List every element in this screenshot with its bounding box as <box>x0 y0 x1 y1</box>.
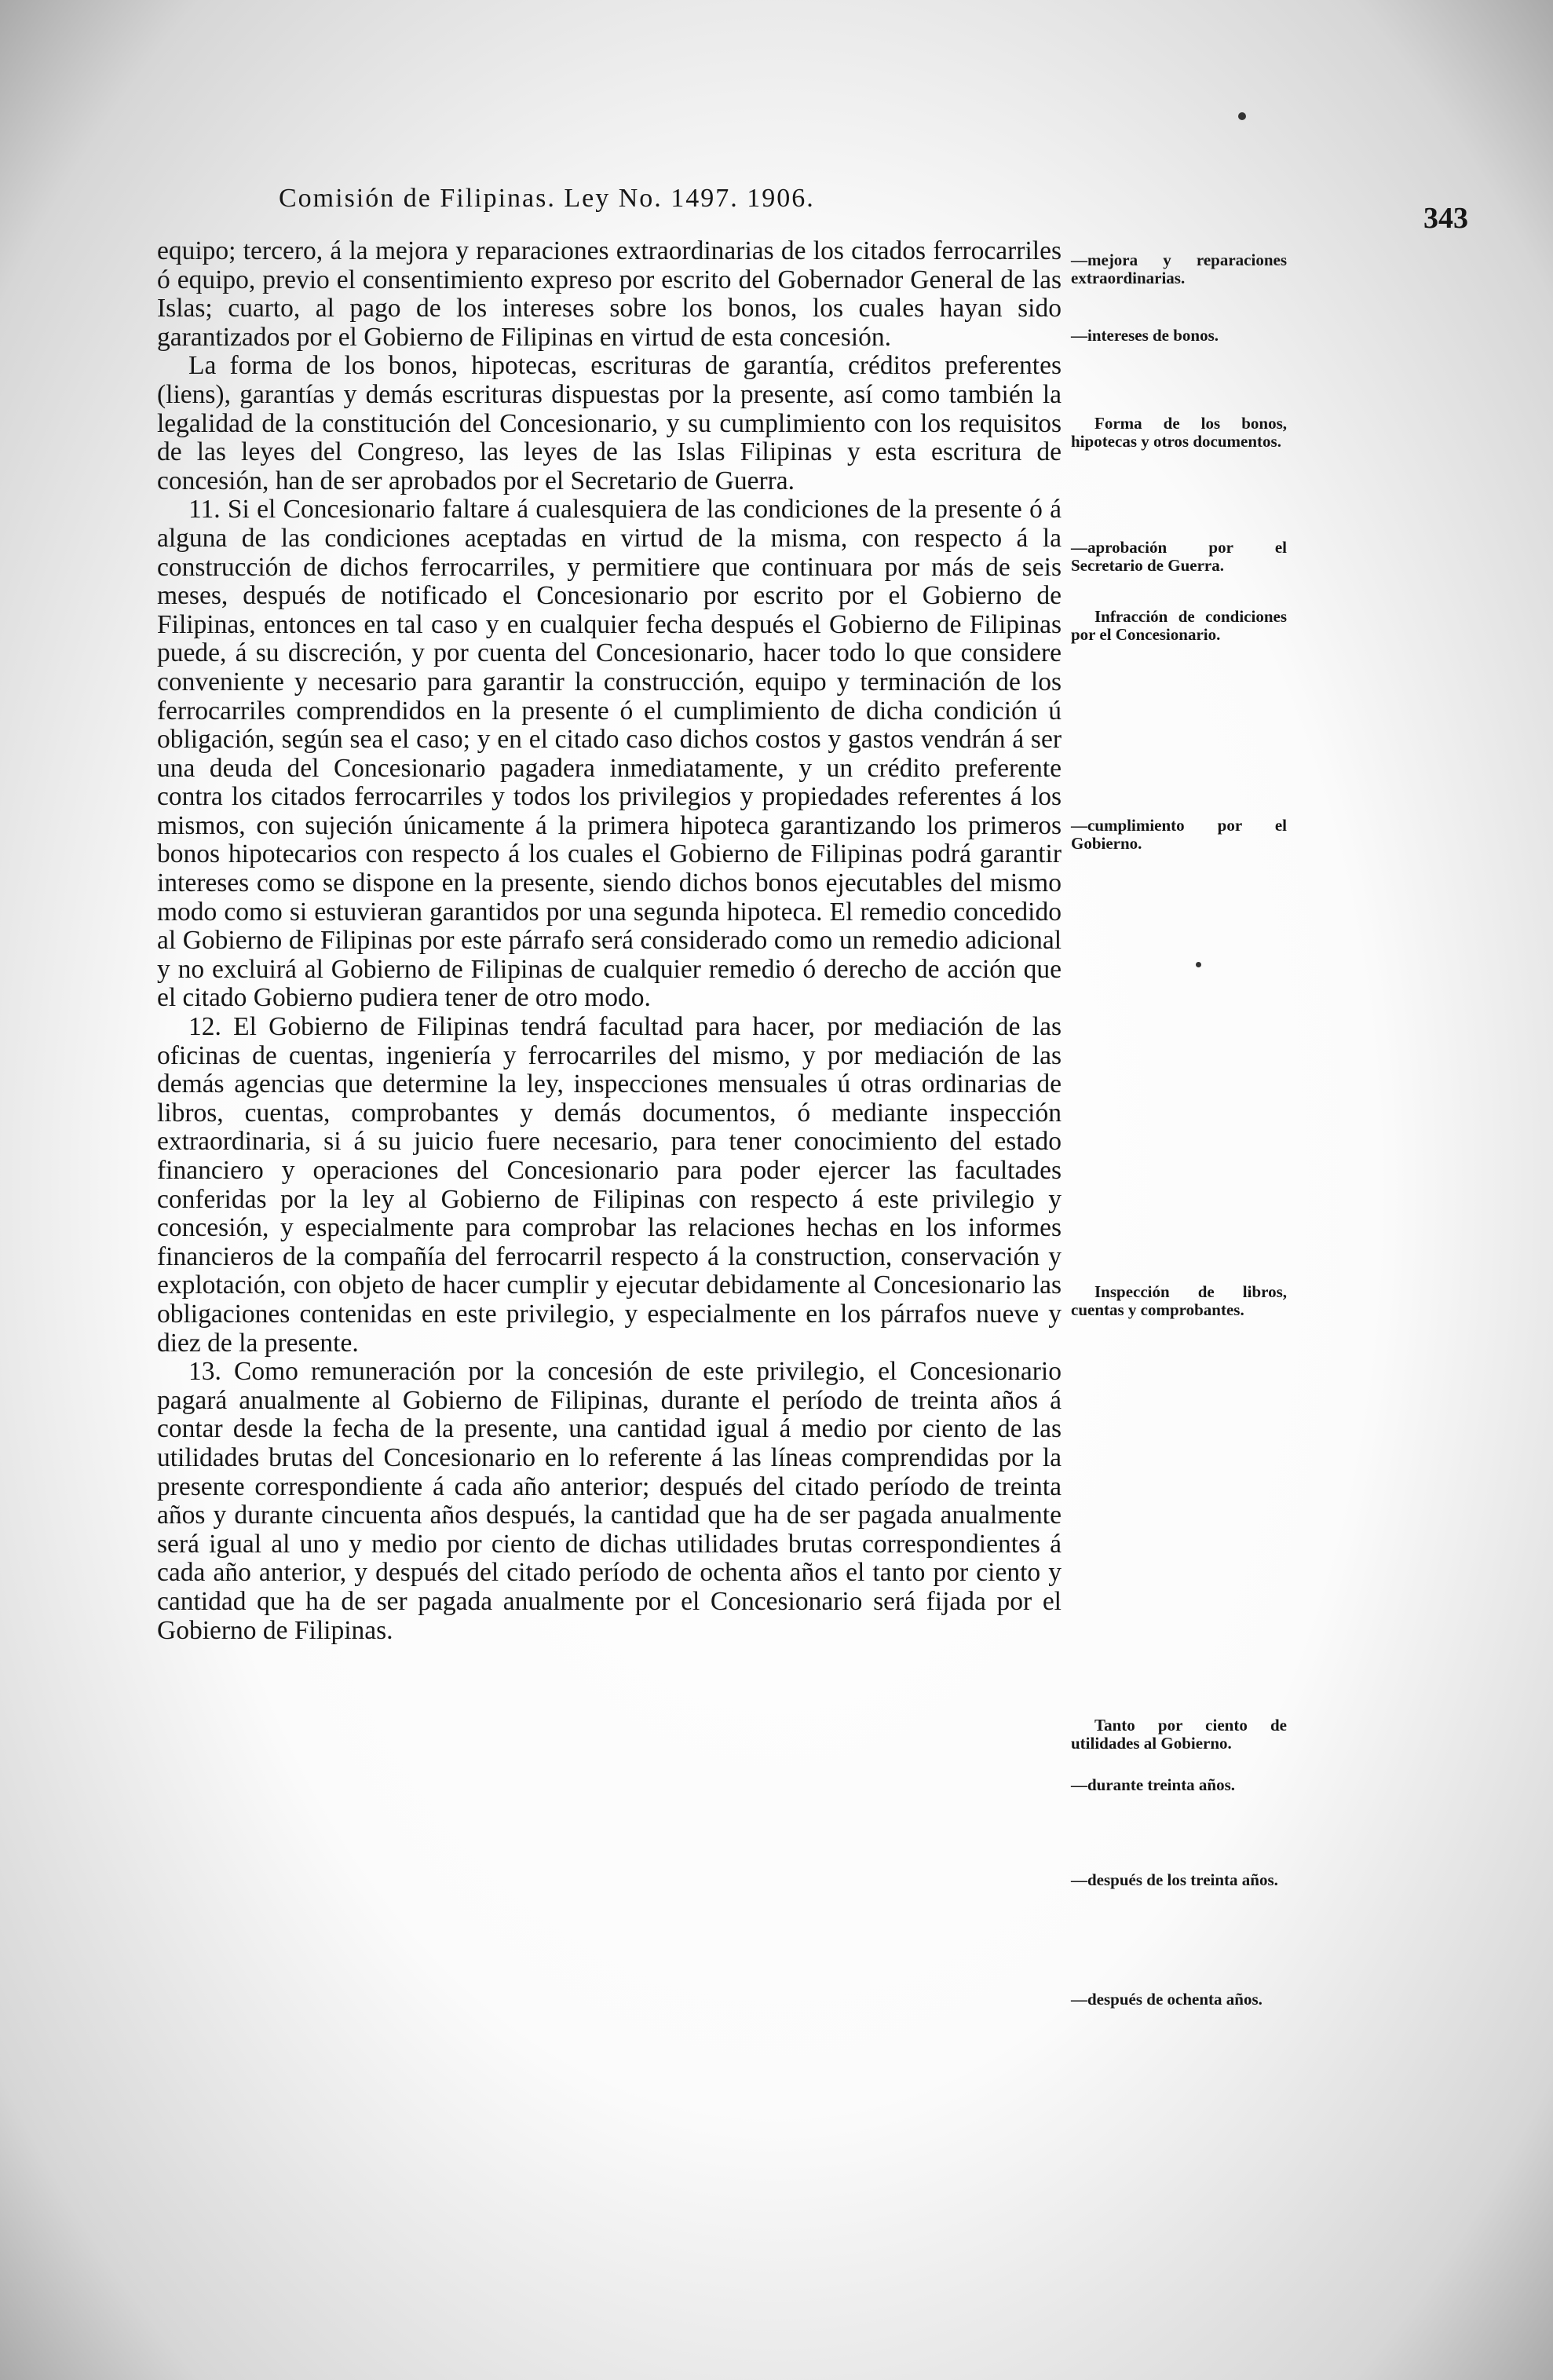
margin-note: —durante treinta años. <box>1071 1775 1236 1794</box>
running-head: Comisión de Filipinas. Ley No. 1497. 1906. <box>279 184 815 213</box>
margin-note: —aprobación por el Secretario de Guerra. <box>1071 538 1287 575</box>
print-speck <box>1238 112 1246 120</box>
margin-note: —después de los treinta años. <box>1071 1870 1278 1889</box>
print-speck <box>1196 962 1201 967</box>
page-number: 343 <box>1423 202 1468 235</box>
margin-note: Tanto por ciento de utilidades al Gobierno. <box>1071 1716 1287 1753</box>
paragraph-13: 13. Como remuneración por la concesión de este privilegio, el Concesionario pagará anualmente al Gobierno de Filipinas, durante el período de treinta años á contar desde la fecha de la presente, una cantidad igual á medio por ciento de las utilidades brutas del Concesionario en lo referente á las líneas comprendidas por la presente correspondiente á cada año anterior; después del citado período de treinta años y durante cincuenta años después, la cantidad que ha de ser pagada anualmente será igual al uno y medio por ciento de dichas utilidades brutas correspondientes á cada año anterior, y después del citado período de ochenta años el tanto por ciento y cantidad que ha de ser pagada anualmente por el Concesionario será fijada por el Gobierno de Filipinas. <box>157 1357 1062 1645</box>
margin-note: —cumplimiento por el Gobierno. <box>1071 816 1287 853</box>
paragraph-12: 12. El Gobierno de Filipinas tendrá facultad para hacer, por mediación de las oficinas de cuentas, ingeniería y ferrocarriles del mismo, y por mediación de las demás agencias que determine la ley, inspecciones mensuales ú otras ordinarias de libros, cuentas, comprobantes y demás documentos, ó mediante inspección extraordinaria, si á su juicio fuere necesario, para tener conocimiento del estado financiero y operaciones del Concesionario para poder ejercer las facultades conferidas por la ley al Gobierno de Filipinas con respecto á este privilegio y concesión, y especialmente para comprobar las relaciones hechas en los informes financieros de la compañía del ferrocarril respecto á la construction, conservación y explotación, con objeto de hacer cumplir y ejecutar debidamente al Concesionario las obligaciones contenidas en este privilegio, y especialmente en los párrafos nueve y diez de la presente. <box>157 1012 1062 1358</box>
paragraph-11: 11. Si el Concesionario faltare á cualesquiera de las condiciones de la presente ó á alguna de las condiciones aceptadas en virtud de la misma, con respecto á la construcción de dichos ferrocarriles, y permitiere que continuara por más de seis meses, después de notificado el Concesionario por escrito por el Gobierno de Filipinas, entonces en tal caso y en cualquier fecha después el Gobierno de Filipinas puede, á su discreción, y por cuenta del Concesionario, hacer todo lo que considere conveniente y necesario para garantir la construcción, equipo y terminación de los ferrocarriles comprendidos en la presente ó el cumplimiento de dicha condición ú obligación, según sea el caso; y en el citado caso dichos costos y gastos vendrán á ser una deuda del Concesionario pagadera inmediatamente, y un crédito preferente contra los citados ferrocarriles y todos los privilegios y propiedades referentes á los mismos, con sujeción únicamente á la primera hipoteca garantizando los primeros bonos hipotecarios con respecto á los cuales el Gobierno de Filipinas podrá garantir intereses como se dispone en la presente, siendo dichos bonos ejecutables del mismo modo como si estuvieran garantidos por una segunda hipoteca. El remedio concedido al Gobierno de Filipinas por este párrafo será considerado como un remedio adicional y no excluirá al Gobierno de Filipinas de cualquier remedio ó derecho de acción que el citado Gobierno pudiera tener de otro modo. <box>157 495 1062 1013</box>
paragraph-continuation: equipo; tercero, á la mejora y reparaciones extraordinarias de los citados ferrocarriles ó equipo, previo el consentimiento expreso por escrito del Gobernador General de las Islas; cuarto, al pago de los intereses sobre los bonos, los cuales hayan sido garantizados por el Gobierno de Filipinas en virtud de esta concesión. <box>157 236 1062 352</box>
body-text <box>157 237 1062 1645</box>
margin-note: —intereses de bonos. <box>1071 326 1219 345</box>
margin-note: Infracción de condiciones por el Concesionario. <box>1071 607 1287 644</box>
paragraph-bond-forms: La forma de los bonos, hipotecas, escrituras de garantía, créditos preferentes (liens), garantías y demás escrituras dispuestas por la presente, así como también la legalidad de la constitución del Concesionario, y su cumplimiento con los requisitos de las leyes del Congreso, las leyes de las Islas Filipinas y esta escritura de concesión, han de ser aprobados por el Secretario de Guerra. <box>157 351 1062 495</box>
margin-note: —después de ochenta años. <box>1071 1990 1262 2009</box>
margin-note: Inspección de libros, cuentas y comprobantes. <box>1071 1282 1287 1319</box>
margin-note: —mejora y reparaciones extraordinarias. <box>1071 250 1287 287</box>
page-header <box>279 179 1535 234</box>
margin-note: Forma de los bonos, hipotecas y otros documentos. <box>1071 414 1287 451</box>
